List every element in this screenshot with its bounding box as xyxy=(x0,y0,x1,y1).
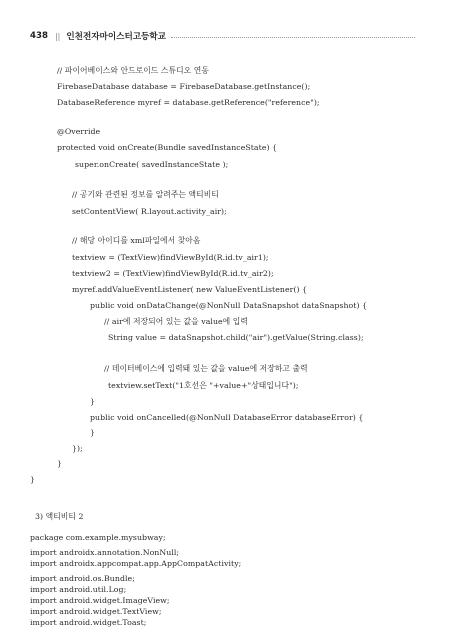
code-line: public void onCancelled(@NonNull DatabaseError databaseError) { xyxy=(90,413,364,422)
code-line: public void onDataChange(@NonNull DataSnapshot dataSnapshot) { xyxy=(90,301,368,310)
code-line: // air에 저장되어 있는 값을 value에 입력 xyxy=(104,317,248,326)
code-line: textview.setText("1호선은 "+value+"상태입니다"); xyxy=(108,381,299,390)
code-line: setContentView( R.layout.activity_air); xyxy=(72,207,227,216)
school-name: 인천전자마이스터고등학교 xyxy=(66,32,166,42)
code-line: import android.os.Bundle; xyxy=(30,574,135,583)
code-line: FirebaseDatabase database = FirebaseDatabase.getInstance(); xyxy=(57,82,311,91)
code-line: package com.example.mysubway; xyxy=(30,533,166,542)
code-line: DatabaseReference myref = database.getReference("reference"); xyxy=(57,98,320,107)
code-line: textview = (TextView)findViewById(R.id.tv_air1); xyxy=(72,253,269,262)
header-separator: || xyxy=(54,31,61,41)
page-number: 438 xyxy=(30,31,48,41)
page-header xyxy=(30,29,415,43)
code-line: // 해당 아이디를 xml파일에서 찾아옴 xyxy=(72,236,201,245)
code-line: } xyxy=(90,397,96,406)
code-line: textview2 = (TextView)findViewById(R.id.tv_air2); xyxy=(72,269,274,278)
code-line: // 공기와 관련된 정보를 알려주는 액티비티 xyxy=(72,190,219,199)
code-line: @Override xyxy=(57,127,101,136)
code-line: } xyxy=(57,459,63,468)
code-line: import androidx.appcompat.app.AppCompatActivity; xyxy=(30,559,242,568)
dotted-leader xyxy=(171,37,415,38)
code-line: import androidx.annotation.NonNull; xyxy=(30,548,180,557)
code-line: import android.util.Log; xyxy=(30,585,127,594)
code-line: protected void onCreate(Bundle savedInstanceState) { xyxy=(57,143,278,152)
code-line: myref.addValueEventListener( new ValueEventListener() { xyxy=(72,285,308,294)
code-line: }); xyxy=(72,444,83,453)
code-line: import android.widget.ImageView; xyxy=(30,596,170,605)
code-line: super.onCreate( savedInstanceState ); xyxy=(75,160,229,169)
code-line: } xyxy=(90,428,96,437)
code-line: } xyxy=(30,475,36,484)
code-line: // 데이터베이스에 입력돼 있는 값을 value에 저장하고 출력 xyxy=(104,364,308,373)
code-line: import android.widget.Toast; xyxy=(30,618,147,627)
code-line: String value = dataSnapshot.child("air").getValue(String.class); xyxy=(108,333,364,342)
code-line: // 파이어베이스와 안드로이드 스튜디오 연동 xyxy=(57,66,209,75)
section-heading: 3) 액티비티 2 xyxy=(35,512,84,521)
code-line: import android.widget.TextView; xyxy=(30,607,162,616)
